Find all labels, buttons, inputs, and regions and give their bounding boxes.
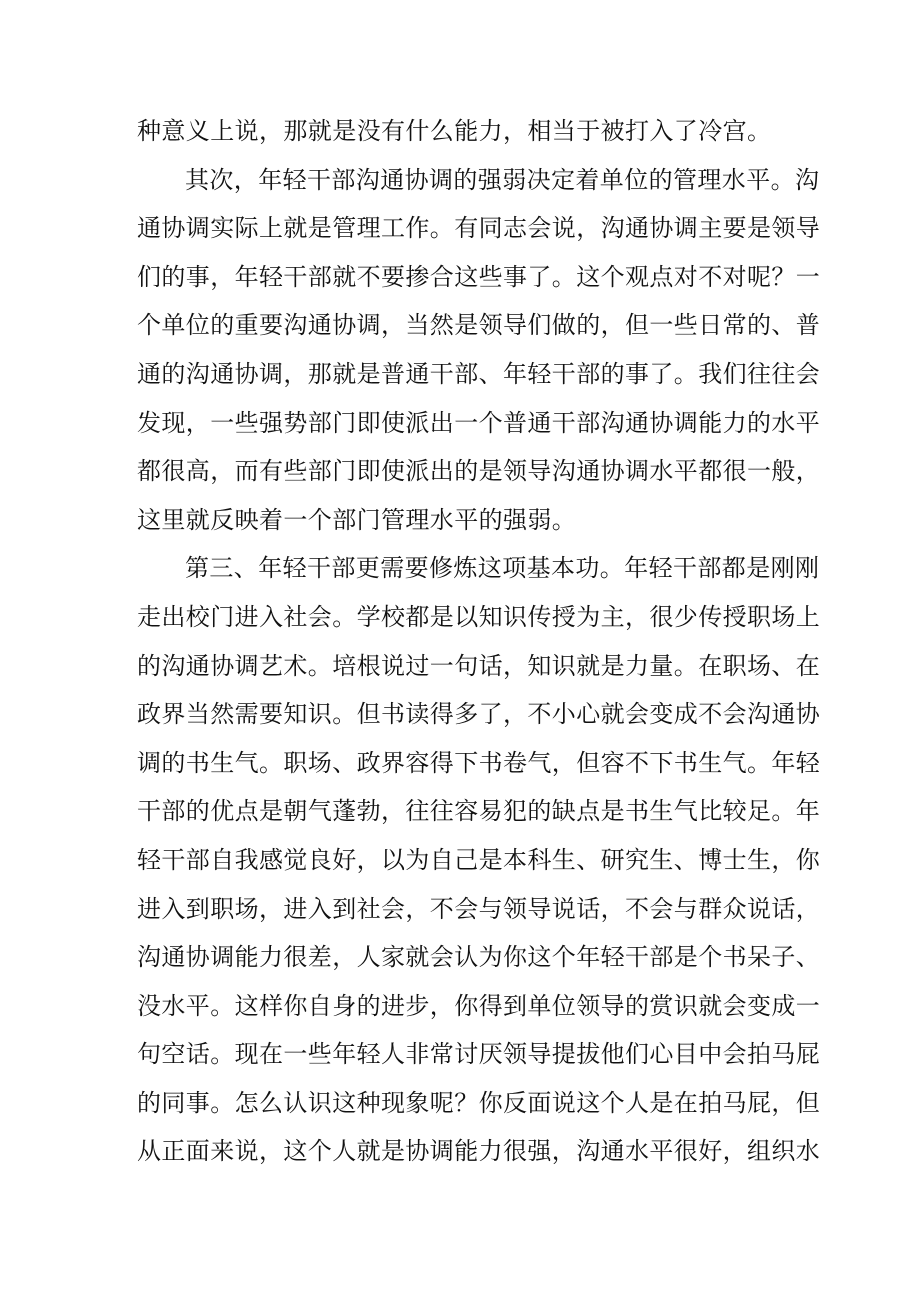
text-line: 没水平。这样你自身的进步，你得到单位领导的赏识就会变成一: [137, 991, 821, 1020]
text-line: 通的沟通协调，那就是普通干部、年轻干部的事了。我们往往会: [137, 359, 821, 388]
text-line: 干部的优点是朝气蓬勃，往往容易犯的缺点是书生气比较足。年: [137, 797, 821, 826]
text-line: 走出校门进入社会。学校都是以知识传授为主，很少传授职场上: [137, 602, 821, 631]
text-line: 从正面来说，这个人就是协调能力很强，沟通水平很好，组织水: [137, 1137, 821, 1166]
text-line: 都很高，而有些部门即使派出的是领导沟通协调水平都很一般，: [137, 457, 821, 486]
paragraph-2: [137, 156, 821, 545]
text-line: 沟通协调能力很差，人家就会认为你这个年轻干部是个书呆子、: [137, 943, 821, 972]
text-line: 第三、年轻干部更需要修炼这项基本功。年轻干部都是刚刚: [185, 554, 820, 583]
document-body: [137, 107, 821, 1176]
text-line: 的沟通协调艺术。培根说过一句话，知识就是力量。在职场、在: [137, 651, 821, 680]
paragraph-3: [137, 544, 821, 1176]
text-line: 句空话。现在一些年轻人非常讨厌领导提拔他们心目中会拍马屁: [137, 1040, 821, 1069]
text-line: 政界当然需要知识。但书读得多了，不小心就会变成不会沟通协: [137, 700, 821, 729]
text-line: 个单位的重要沟通协调，当然是领导们做的，但一些日常的、普: [137, 311, 821, 340]
text-line: 种意义上说，那就是没有什么能力，相当于被打入了冷宫。: [137, 117, 772, 145]
paragraph-1: [137, 107, 793, 156]
text-line: 进入到职场，进入到社会，不会与领导说话，不会与群众说话，: [137, 894, 821, 923]
text-line: 的同事。怎么认识这种现象呢？你反面说这个人是在拍马屁，但: [137, 1088, 821, 1117]
text-line: 轻干部自我感觉良好，以为自己是本科生、研究生、博士生，你: [137, 845, 821, 874]
text-line: 们的事，年轻干部就不要掺合这些事了。这个观点对不对呢？一: [137, 262, 821, 291]
text-line: 通协调实际上就是管理工作。有同志会说，沟通协调主要是领导: [137, 214, 821, 243]
text-line: 调的书生气。职场、政界容得下书卷气，但容不下书生气。年轻: [137, 748, 821, 777]
text-line: 这里就反映着一个部门管理水平的强弱。: [137, 505, 577, 534]
text-line: 其次，年轻干部沟通协调的强弱决定着单位的管理水平。沟: [185, 165, 820, 194]
text-line: 发现，一些强势部门即使派出一个普通干部沟通协调能力的水平: [137, 408, 821, 437]
